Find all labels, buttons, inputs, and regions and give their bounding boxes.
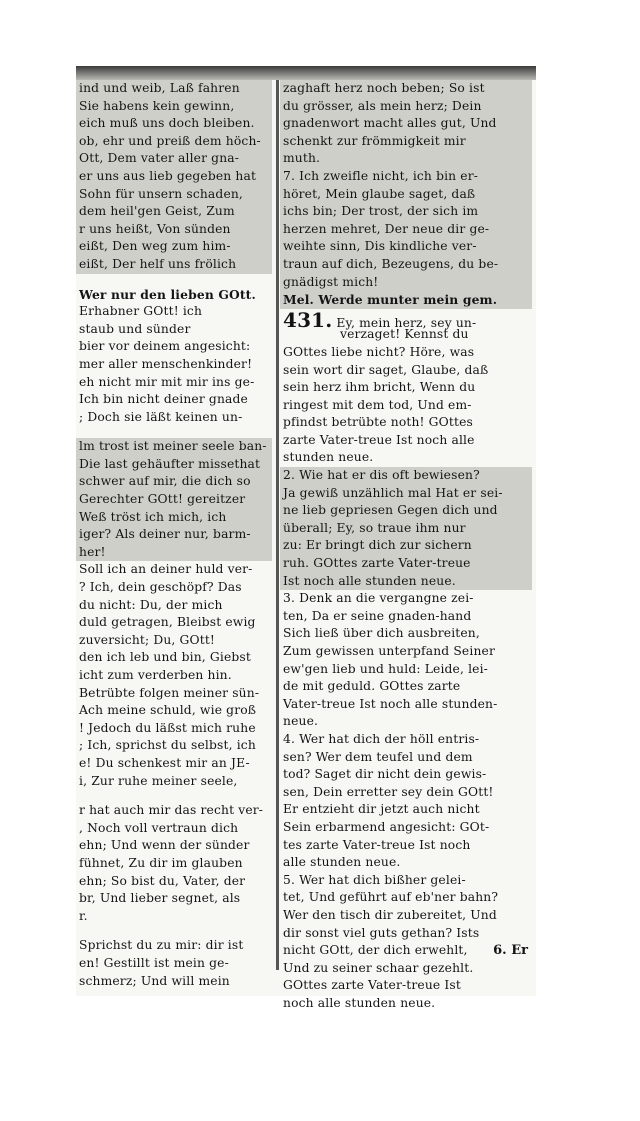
left-column	[76, 80, 272, 990]
text-line: ehn; So bist du, Vater, der	[79, 873, 246, 888]
text-line: her!	[79, 544, 106, 559]
text-line: gnadenwort macht alles gut, Und	[283, 116, 497, 131]
text-line: GOttes liebe nicht? Höre, was	[283, 344, 475, 359]
left-block-d	[76, 561, 272, 790]
text-line: ew'gen lieb und huld: Leide, lei-	[283, 661, 488, 676]
text-line: du grösser, als mein herz; Dein	[283, 98, 482, 113]
text-line: tet, Und geführt auf eb'ner bahn?	[283, 890, 499, 905]
text-line: sein herz ihm bricht, Wenn du	[283, 380, 476, 395]
text-line: e! Du schenkest mir an JE-	[79, 755, 250, 770]
hymn-431-first-line	[280, 307, 532, 332]
right-block-b	[280, 344, 532, 467]
left-block-a	[76, 80, 272, 274]
text-line: schmerz; Und will mein	[79, 973, 230, 988]
text-line: i, Zur ruhe meiner seele,	[79, 773, 238, 788]
text-line: ! Jedoch du läßst mich ruhe	[79, 720, 256, 735]
left-block-b	[76, 286, 272, 427]
text-line: zarte Vater-treue Ist noch alle	[283, 432, 475, 447]
text-line: 2. Wie hat er dis oft bewiesen?	[283, 468, 480, 483]
text-line: nicht GOtt, der dich erwehlt,	[283, 943, 468, 958]
text-line: Gerechter GOtt! gereitzer	[79, 492, 246, 507]
text-line: höret, Mein glaube saget, daß	[283, 186, 476, 201]
text-line: er uns aus lieb gegeben hat	[79, 168, 257, 183]
text-line: br, Und lieber segnet, als	[79, 891, 241, 906]
text-line: noch alle stunden neue.	[283, 995, 436, 1010]
text-line: mer aller menschenkinder!	[79, 356, 253, 371]
text-line: , Noch voll vertraun dich	[79, 820, 239, 835]
text-line: ? Ich, dein geschöpf? Das	[79, 580, 242, 595]
text-line: tes zarte Vater-treue Ist noch	[283, 837, 471, 852]
text-line: weihte sinn, Dis kindliche ver-	[283, 239, 477, 254]
text-line: schenkt zur frömmigkeit mir	[283, 133, 466, 148]
text-line: Ja gewiß unzählich mal Hat er sei-	[283, 485, 503, 500]
melody-heading: Wer nur den lieben GOtt.	[79, 286, 256, 302]
catchword: 6. Er	[493, 943, 528, 958]
text-line: herzen mehret, Der neue dir ge-	[283, 221, 490, 236]
text-line: sen, Dein erretter sey dein GOtt!	[283, 784, 494, 799]
text-line: den ich leb und bin, Giebst	[79, 650, 251, 665]
text-line: Erhabner GOtt! ich	[79, 304, 203, 319]
text-line: Sein erbarmend angesicht: GOt-	[283, 819, 490, 834]
text-line: eich muß uns doch bleiben.	[79, 116, 255, 131]
text-line: eißt, Den weg zum him-	[79, 239, 231, 254]
left-block-e	[76, 802, 272, 925]
text-line: 5. Wer hat dich bißher gelei-	[283, 872, 466, 887]
text-line: iger? Als deiner nur, barm-	[79, 527, 251, 542]
text-line: eißt, Der helf uns frölich	[79, 256, 237, 271]
text-line: zu: Er bringt dich zur sichern	[283, 538, 472, 553]
text-line: en! Gestillt ist mein ge-	[79, 955, 229, 970]
text-line: Er entzieht dir jetzt auch nicht	[283, 802, 480, 817]
text-line: ten, Da er seine gnaden-hand	[283, 608, 472, 623]
text-line: duld getragen, Bleibst ewig	[79, 615, 256, 630]
text-line: du nicht: Du, der mich	[79, 597, 223, 612]
text-line: bier vor deinem angesicht:	[79, 339, 251, 354]
text-line: eh nicht mir mit mir ins ge-	[79, 374, 255, 389]
text-line: zuversicht; Du, GOtt!	[79, 632, 216, 647]
text-line: Wer den tisch dir zubereitet, Und	[283, 907, 497, 922]
right-column	[280, 80, 532, 1012]
text-line: schwer auf mir, die dich so	[79, 474, 251, 489]
text-line: ob, ehr und preiß dem höch-	[79, 133, 261, 148]
text-line: ehn; Und wenn der sünder	[79, 838, 250, 853]
melody-line: Mel. Werde munter mein gem.	[283, 292, 498, 308]
text-line: Soll ich an deiner huld ver-	[79, 562, 253, 577]
text-line: lm trost ist meiner seele ban-	[79, 439, 267, 454]
text-line: stunden neue.	[283, 450, 374, 465]
text-line: Und zu seiner schaar gezehlt.	[283, 960, 474, 975]
right-block-c	[280, 467, 532, 590]
text-line: verzaget! Kennst du	[340, 327, 469, 342]
text-line: Weß tröst ich mich, ich	[79, 509, 227, 524]
column-divider	[276, 80, 279, 970]
text-line: 4. Wer hat dich der höll entris-	[283, 731, 480, 746]
text-line: 3. Denk an die vergangne zei-	[283, 591, 474, 606]
text-line: muth.	[283, 151, 321, 166]
text-line: überall; Ey, so traue ihm nur	[283, 520, 466, 535]
text-line: 7. Ich zweifle nicht, ich bin er-	[283, 168, 479, 183]
text-line: alle stunden neue.	[283, 855, 401, 870]
scanned-hymnal-page	[76, 66, 536, 1010]
text-line: ichs bin; Der trost, der sich im	[283, 204, 479, 219]
text-line: dem heil'gen Geist, Zum	[79, 204, 235, 219]
text-line: r.	[79, 908, 88, 923]
text-line: Ach meine schuld, wie groß	[79, 703, 257, 718]
text-line: sen? Wer dem teufel und dem	[283, 749, 473, 764]
text-line: GOttes zarte Vater-treue Ist	[283, 978, 461, 993]
left-block-c	[76, 438, 272, 561]
hymn-number: 431.	[283, 307, 333, 332]
text-line: Sohn für unsern schaden,	[79, 186, 243, 201]
text-line: Vater-treue Ist noch alle stunden-	[283, 696, 498, 711]
text-line: Sprichst du zu mir: dir ist	[79, 938, 244, 953]
text-line: Sich ließ über dich ausbreiten,	[283, 626, 480, 641]
text-line: Ist noch alle stunden neue.	[283, 573, 456, 588]
text-line: ; Ich, sprichst du selbst, ich	[79, 738, 256, 753]
text-line: ; Doch sie läßt keinen un-	[79, 409, 243, 424]
text-line: dir sonst viel guts gethan? Ists	[283, 925, 480, 940]
text-line: de mit geduld. GOttes zarte	[283, 679, 461, 694]
text-line: gnädigst mich!	[283, 274, 379, 289]
text-line: tod? Saget dir nicht dein gewis-	[283, 767, 487, 782]
text-line: Zum gewissen unterpfand Seiner	[283, 644, 495, 658]
text-line: neue.	[283, 714, 319, 729]
text-line: r uns heißt, Von sünden	[79, 221, 231, 236]
text-line: Ey, mein herz, sey un-	[336, 315, 477, 330]
text-line: Die last gehäufter missethat	[79, 456, 261, 471]
text-line: traun auf dich, Bezeugens, du be-	[283, 256, 499, 271]
text-line: ind und weib, Laß fahren	[79, 81, 240, 95]
text-line: ruh. GOttes zarte Vater-treue	[283, 556, 471, 571]
text-line: icht zum verderben hin.	[79, 668, 232, 682]
text-line: Betrübte folgen meiner sün-	[79, 685, 260, 700]
text-line: Ott, Dem vater aller gna-	[79, 151, 240, 166]
text-line: ringest mit dem tod, Und em-	[283, 397, 472, 412]
text-line: staub und sünder	[79, 321, 191, 336]
right-block-a	[280, 80, 532, 309]
text-line: r hat auch mir das recht ver-	[79, 803, 264, 818]
hymn-431-opening	[280, 309, 532, 344]
text-line: zaghaft herz noch beben; So ist	[283, 81, 485, 95]
text-line: Ich bin nicht deiner gnade	[79, 392, 248, 407]
text-line: fühnet, Zu dir im glauben	[79, 855, 243, 870]
text-line: pfindst betrübte noth! GOttes	[283, 415, 473, 430]
text-line: sein wort dir saget, Glaube, daß	[283, 362, 489, 377]
left-block-f	[76, 937, 272, 990]
text-line: ne lieb gepriesen Gegen dich und	[283, 503, 498, 518]
text-line: Sie habens kein gewinn,	[79, 98, 235, 113]
